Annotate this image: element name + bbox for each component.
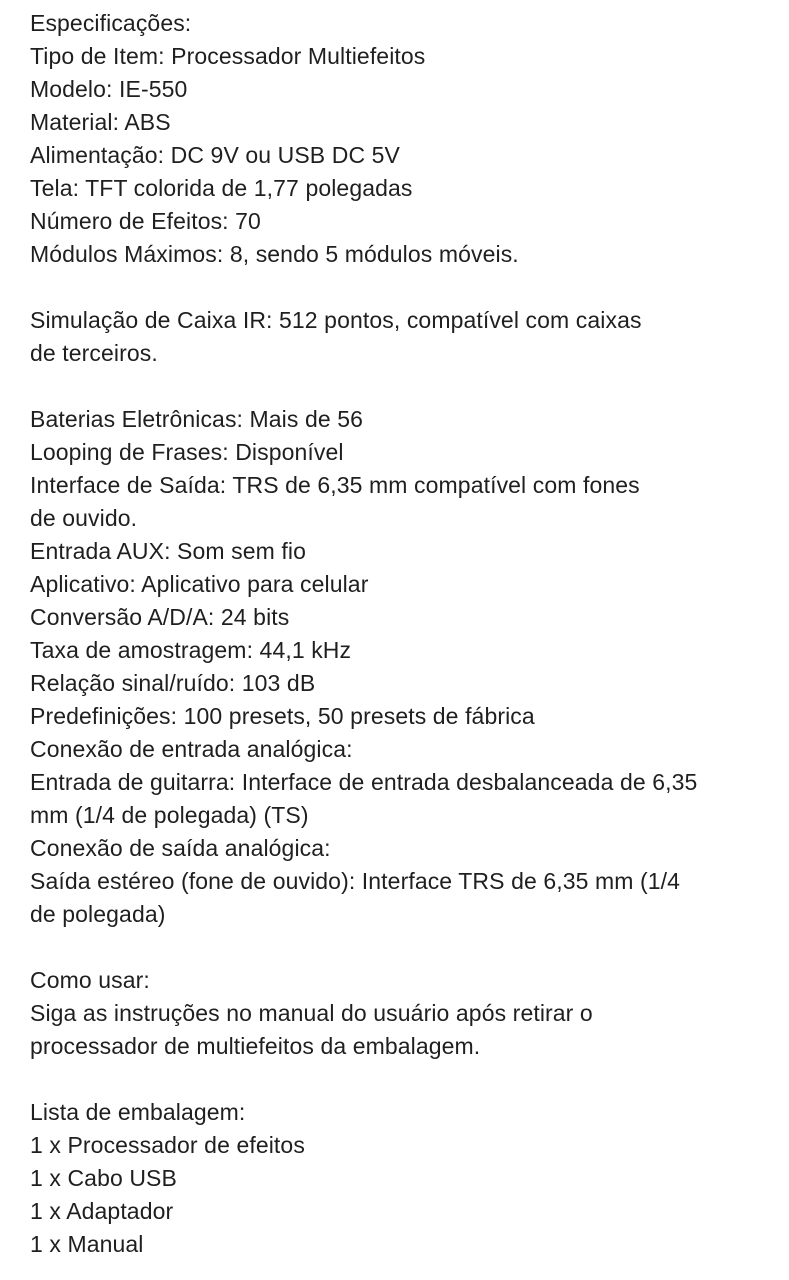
- spec-item-analog-input-heading: Conexão de entrada analógica:: [30, 736, 353, 762]
- spec-item-stereo-output-line-1: Saída estéreo (fone de ouvido): Interface TRS de 6,35 mm (1/4: [30, 868, 681, 894]
- spec-item-ir-line-1: Simulação de Caixa IR: 512 pontos, compatível com caixas: [30, 307, 642, 333]
- specifications-section: [30, 7, 770, 271]
- spec-item-app: Aplicativo: Aplicativo para celular: [30, 571, 369, 597]
- spec-item-analog-output-heading: Conexão de saída analógica:: [30, 835, 331, 861]
- paragraph-gap: [30, 370, 770, 403]
- spec-item-type: Tipo de Item: Processador Multiefeitos: [30, 43, 426, 69]
- paragraph-gap: [30, 1063, 770, 1096]
- ir-simulation-section: [30, 304, 770, 370]
- spec-item-model: Modelo: IE-550: [30, 76, 188, 102]
- usage-text-line-2: processador de multiefeitos da embalagem.: [30, 1033, 481, 1059]
- features-section: [30, 403, 770, 931]
- package-list-section: [30, 1096, 770, 1261]
- spec-item-looper: Looping de Frases: Disponível: [30, 439, 344, 465]
- spec-item-modules: Módulos Máximos: 8, sendo 5 módulos móveis.: [30, 241, 519, 267]
- paragraph-gap: [30, 271, 770, 304]
- package-item-manual: 1 x Manual: [30, 1231, 144, 1257]
- spec-item-output-line-2: de ouvido.: [30, 505, 138, 531]
- spec-item-presets: Predefinições: 100 presets, 50 presets de fábrica: [30, 703, 535, 729]
- spec-item-conversion: Conversão A/D/A: 24 bits: [30, 604, 290, 630]
- spec-item-power: Alimentação: DC 9V ou USB DC 5V: [30, 142, 400, 168]
- spec-item-ir-line-2: de terceiros.: [30, 340, 158, 366]
- usage-text-line-1: Siga as instruções no manual do usuário após retirar o: [30, 1000, 593, 1026]
- product-description: [30, 7, 770, 1261]
- spec-item-drums: Baterias Eletrônicas: Mais de 56: [30, 406, 364, 432]
- spec-item-aux: Entrada AUX: Som sem fio: [30, 538, 306, 564]
- section-heading-specifications: Especificações:: [30, 10, 192, 36]
- spec-item-screen: Tela: TFT colorida de 1,77 polegadas: [30, 175, 413, 201]
- spec-item-sample-rate: Taxa de amostragem: 44,1 kHz: [30, 637, 352, 663]
- section-heading-usage: Como usar:: [30, 967, 150, 993]
- spec-item-material: Material: ABS: [30, 109, 171, 135]
- spec-item-output-line-1: Interface de Saída: TRS de 6,35 mm compatível com fones: [30, 472, 640, 498]
- package-item-usb-cable: 1 x Cabo USB: [30, 1165, 177, 1191]
- spec-item-snr: Relação sinal/ruído: 103 dB: [30, 670, 316, 696]
- usage-section: [30, 964, 770, 1063]
- spec-item-effects: Número de Efeitos: 70: [30, 208, 261, 234]
- spec-item-stereo-output-line-2: de polegada): [30, 901, 166, 927]
- section-heading-package: Lista de embalagem:: [30, 1099, 246, 1125]
- spec-item-guitar-input-line-2: mm (1/4 de polegada) (TS): [30, 802, 309, 828]
- spec-item-guitar-input-line-1: Entrada de guitarra: Interface de entrada desbalanceada de 6,35: [30, 769, 698, 795]
- package-item-processor: 1 x Processador de efeitos: [30, 1132, 305, 1158]
- paragraph-gap: [30, 931, 770, 964]
- package-item-adapter: 1 x Adaptador: [30, 1198, 174, 1224]
